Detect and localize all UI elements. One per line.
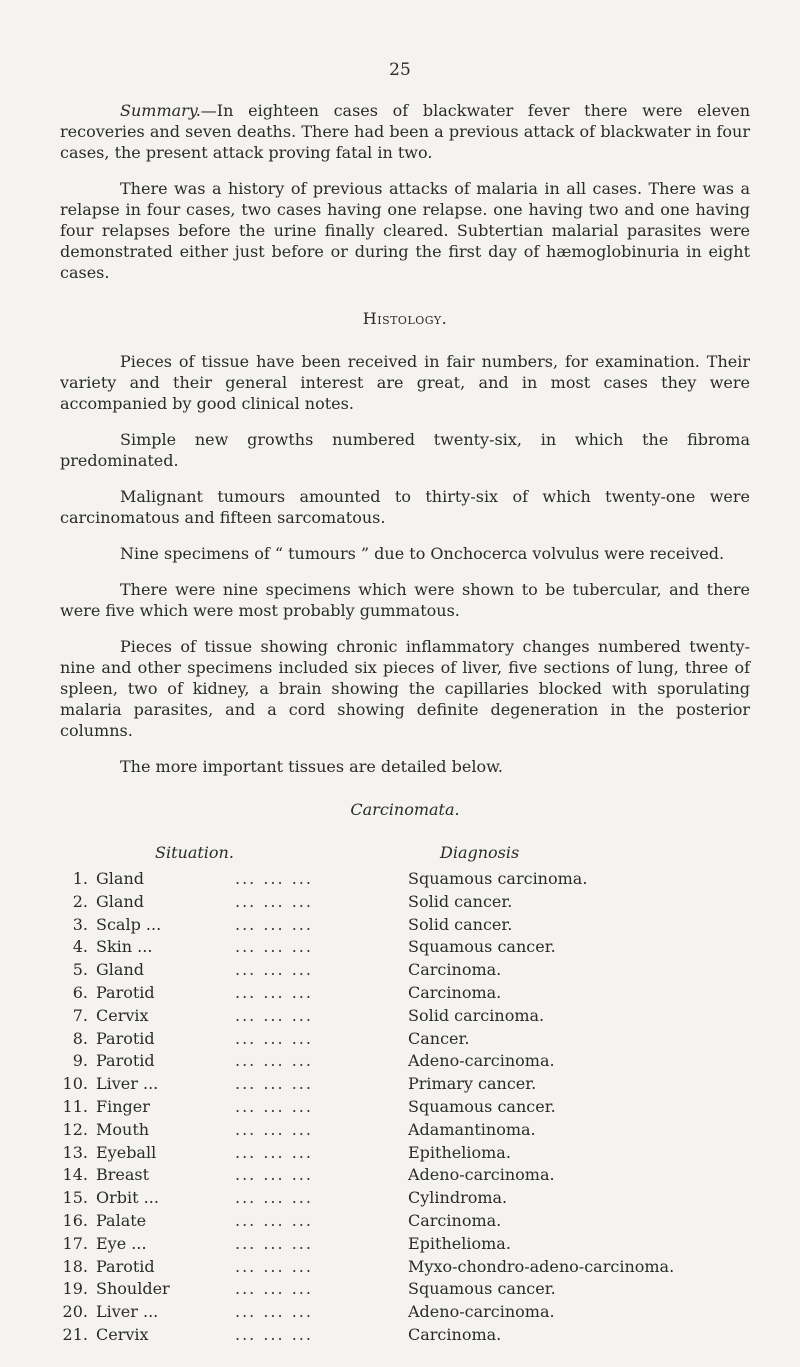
row-number: 3.	[72, 914, 88, 934]
table-row	[60, 1119, 750, 1142]
row-diagnosis: Adamantinoma.	[408, 1119, 536, 1139]
histology-paragraph: Simple new growths numbered twenty-six, in which the fibroma predominated.	[60, 430, 750, 470]
row-leader: ... ... ...	[235, 1165, 313, 1185]
row-number: 2.	[72, 891, 88, 911]
row-leader: ... ... ...	[235, 1005, 313, 1025]
row-number: 18.	[62, 1256, 88, 1276]
row-situation: Parotid	[96, 982, 155, 1002]
row-leader: ... ... ...	[235, 1142, 313, 1162]
table-row	[60, 891, 750, 914]
carcinomata-title: Carcinomata.	[350, 800, 460, 819]
summary-lead: Summary.	[120, 101, 201, 120]
row-diagnosis: Squamous carcinoma.	[408, 869, 588, 888]
row-leader: ... ... ...	[235, 960, 313, 980]
row-leader: ... ... ...	[235, 1210, 313, 1230]
row-situation: Cervix	[96, 1324, 149, 1344]
table-row	[60, 959, 750, 982]
row-diagnosis: Squamous cancer.	[408, 1279, 556, 1299]
table-row	[60, 1187, 750, 1210]
row-number: 10.	[62, 1074, 88, 1094]
table-row	[60, 1096, 750, 1119]
page-number: 25	[389, 60, 411, 80]
histology-paragraph: Nine specimens of “ tumours ” due to Onchocerca volvulus were received.	[120, 544, 725, 563]
row-number: 20.	[62, 1302, 88, 1322]
table-row	[60, 982, 750, 1005]
row-number: 9.	[72, 1051, 88, 1071]
table-headers	[60, 842, 750, 868]
row-diagnosis: Carcinoma.	[408, 960, 502, 980]
row-diagnosis: Squamous cancer.	[408, 937, 556, 957]
row-situation: Liver ...	[96, 1074, 159, 1094]
row-leader: ... ... ...	[235, 869, 313, 888]
summary-paragraph	[60, 100, 750, 163]
row-diagnosis: Adeno-carcinoma.	[408, 1051, 555, 1071]
row-leader: ... ... ...	[235, 914, 313, 934]
row-diagnosis: Cancer.	[408, 1028, 470, 1048]
row-number: 11.	[62, 1096, 88, 1116]
row-number: 5.	[72, 960, 88, 980]
row-situation: Mouth	[96, 1119, 150, 1139]
row-diagnosis: Adeno-carcinoma.	[408, 1165, 555, 1185]
situation-header: Situation.	[155, 843, 234, 862]
row-situation: Shoulder	[96, 1279, 170, 1299]
row-situation: Cervix	[96, 1005, 149, 1025]
row-diagnosis: Squamous cancer.	[408, 1096, 556, 1116]
diagnosis-header: Diagnosis	[440, 843, 520, 862]
row-situation: Eye ...	[96, 1233, 147, 1253]
row-situation: Gland	[96, 869, 144, 888]
row-leader: ... ... ...	[235, 891, 313, 911]
table-row	[60, 1210, 750, 1233]
table-row	[60, 914, 750, 937]
row-number: 19.	[62, 1279, 88, 1299]
row-number: 12.	[62, 1119, 88, 1139]
table-row	[60, 1142, 750, 1165]
carcinomata-table	[60, 868, 750, 1347]
malaria-paragraph: There was a history of previous attacks of malaria in all cases. There was a relapse in four cases, two cases having one relapse. one having two and one having four relapses before the urine finally cleared. Subtertian malarial parasites were demonstrated either just before or during the first day of hæmoglobinuria in eight cases.	[60, 179, 750, 282]
row-leader: ... ... ...	[235, 1051, 313, 1071]
row-leader: ... ... ...	[235, 1028, 313, 1048]
histology-paragraph: There were nine specimens which were shown to be tubercular, and there were five which were most probably gummatous.	[60, 580, 750, 620]
table-row	[60, 1005, 750, 1028]
row-situation: Liver ...	[96, 1302, 159, 1322]
row-leader: ... ... ...	[235, 1096, 313, 1116]
row-number: 14.	[62, 1165, 88, 1185]
row-leader: ... ... ...	[235, 1233, 313, 1253]
row-diagnosis: Carcinoma.	[408, 982, 502, 1002]
row-number: 16.	[62, 1210, 88, 1230]
row-situation: Finger	[96, 1096, 150, 1116]
row-diagnosis: Adeno-carcinoma.	[408, 1302, 555, 1322]
row-diagnosis: Primary cancer.	[408, 1074, 537, 1094]
row-number: 15.	[62, 1188, 88, 1208]
row-number: 6.	[72, 982, 88, 1002]
row-number: 13.	[62, 1142, 88, 1162]
histology-paragraph: Malignant tumours amounted to thirty-six of which twenty-one were carcinomatous and fifteen sarcomatous.	[60, 487, 750, 527]
row-number: 21.	[62, 1324, 88, 1344]
row-leader: ... ... ...	[235, 1074, 313, 1094]
row-situation: Parotid	[96, 1028, 155, 1048]
row-situation: Palate	[96, 1210, 147, 1230]
row-number: 8.	[72, 1028, 88, 1048]
row-diagnosis: Solid cancer.	[408, 891, 513, 911]
row-diagnosis: Cylindroma.	[408, 1188, 508, 1208]
page-content	[60, 100, 750, 1347]
row-leader: ... ... ...	[235, 1279, 313, 1299]
row-number: 7.	[72, 1005, 88, 1025]
table-row	[60, 1278, 750, 1301]
row-diagnosis: Myxo-chondro-adeno-carcinoma.	[408, 1256, 675, 1276]
row-situation: Gland	[96, 960, 144, 980]
histology-paragraph: The more important tissues are detailed below.	[120, 757, 503, 776]
row-situation: Parotid	[96, 1051, 155, 1071]
row-leader: ... ... ...	[235, 982, 313, 1002]
row-number: 4.	[72, 937, 88, 957]
table-row	[60, 868, 750, 891]
histology-paragraph: Pieces of tissue showing chronic inflammatory changes numbered twenty-nine and other specimens included six pieces of liver, five sections of lung, three of spleen, two of kidney, a brain showing the capillaries blocked with sporulating malaria parasites, and a cord showing definite degeneration in the posterior columns.	[60, 637, 750, 740]
table-row	[60, 1256, 750, 1279]
histology-paragraph: Pieces of tissue have been received in fair numbers, for examination. Their variety and their general interest are great, and in most cases they were accompanied by good clinical notes.	[60, 352, 750, 413]
row-number: 1.	[72, 869, 88, 888]
row-diagnosis: Solid carcinoma.	[408, 1005, 545, 1025]
table-row	[60, 1073, 750, 1096]
table-row	[60, 1233, 750, 1256]
row-leader: ... ... ...	[235, 1302, 313, 1322]
table-row	[60, 1301, 750, 1324]
row-leader: ... ... ...	[235, 1324, 313, 1344]
row-situation: Eyeball	[96, 1142, 157, 1162]
row-leader: ... ... ...	[235, 1119, 313, 1139]
row-diagnosis: Carcinoma.	[408, 1324, 502, 1344]
row-situation: Orbit ...	[96, 1188, 159, 1208]
row-situation: Skin ...	[96, 937, 153, 957]
row-diagnosis: Epithelioma.	[408, 1142, 511, 1162]
table-row	[60, 1028, 750, 1051]
row-diagnosis: Carcinoma.	[408, 1210, 502, 1230]
row-leader: ... ... ...	[235, 1256, 313, 1276]
row-situation: Gland	[96, 891, 144, 911]
table-row	[60, 1050, 750, 1073]
row-number: 17.	[62, 1233, 88, 1253]
row-leader: ... ... ...	[235, 937, 313, 957]
row-diagnosis: Solid cancer.	[408, 914, 513, 934]
table-row	[60, 936, 750, 959]
row-situation: Breast	[96, 1165, 150, 1185]
row-diagnosis: Epithelioma.	[408, 1233, 511, 1253]
table-row	[60, 1324, 750, 1347]
row-situation: Scalp ...	[96, 914, 162, 934]
histology-heading: Histology.	[362, 309, 448, 328]
row-leader: ... ... ...	[235, 1188, 313, 1208]
table-row	[60, 1164, 750, 1187]
summary-text: —In eighteen cases of blackwater fever there were eleven recoveries and seven deaths. There had been a previous attack of blackwater in four cases, the present attack proving fatal in two.	[60, 101, 750, 162]
row-situation: Parotid	[96, 1256, 155, 1276]
